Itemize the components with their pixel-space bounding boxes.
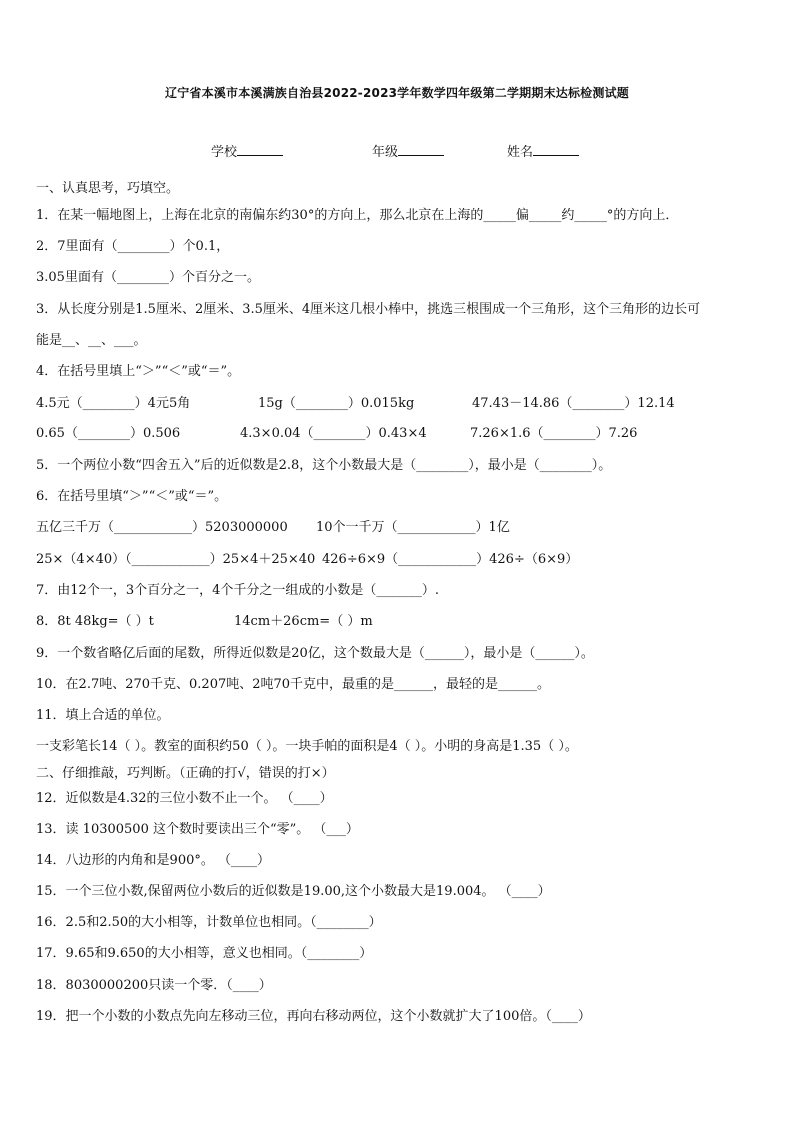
name-field	[507, 141, 579, 160]
school-blank	[237, 142, 283, 156]
question-11: 11．填上合适的单位。	[36, 708, 170, 723]
school-field	[211, 141, 283, 160]
page-title: 辽宁省本溪市本溪满族自治县2022-2023学年数学四年级第二学期期末达标检测试题	[165, 86, 629, 100]
q8-item: 14cm＋26cm=（ ）m	[234, 614, 373, 629]
grade-label: 年级	[372, 145, 399, 160]
question-3a: 3．从长度分别是1.5厘米、2厘米、3.5厘米、4厘米这几根小棒中，挑选三根围成一个三角形，这个三角形的边长可	[36, 302, 701, 317]
question-17: 17．9.65和9.650的大小相等，意义也相同。（________）	[36, 946, 373, 961]
question-7: 7．由12个一，3个百分之一，4个千分之一组成的小数是（_______）.	[36, 583, 439, 598]
question-5: 5．一个两位小数“四舍五入”后的近似数是2.8，这个小数最大是（________），最小是（________）。	[36, 458, 612, 473]
name-label: 姓名	[507, 145, 534, 160]
section1-heading: 一、认真思考，巧填空。	[36, 181, 180, 196]
question-9: 9．一个数省略亿后面的尾数，所得近似数是20亿，这个数最大是（______），最小是（______）。	[36, 646, 594, 661]
question-19: 19．把一个小数的小数点先向左移动三位，再向右移动两位，这个小数就扩大了100倍。（____）	[36, 1009, 591, 1024]
q4-item: 4.5元（________）4元5角	[36, 396, 191, 411]
question-6: 6．在括号里填“＞”“＜”或“＝”。	[36, 489, 228, 504]
grade-field	[372, 141, 444, 160]
q6-item: 25×（4×40）（____________）25×4＋25×40	[36, 552, 316, 567]
question-10: 10．在2.7吨、270千克、0.207吨、2吨70千克中，最重的是______，最轻的是______。	[36, 677, 551, 692]
grade-blank	[398, 142, 444, 156]
question-14: 14．八边形的内角和是900°。 （____）	[36, 853, 270, 868]
question-15: 15．一个三位小数,保留两位小数后的近似数是19.00,这个小数最大是19.004。 （____）	[36, 884, 551, 899]
question-11-line: 一支彩笔长14（ ）。教室的面积约50（ ）。一块手帕的面积是4（ ）。小明的身高是1.35（ ）。	[36, 739, 578, 754]
question-16: 16．2.5和2.50的大小相等，计数单位也相同。（________）	[36, 915, 382, 930]
q4-item: 15g（________）0.015kg	[258, 396, 415, 411]
question-2b: 3.05里面有（________）个百分之一。	[36, 270, 260, 285]
q6-item: 10个一千万（____________）1亿	[316, 520, 510, 535]
q6-item: 五亿三千万（____________）5203000000	[36, 520, 288, 535]
question-4: 4．在括号里填上“＞”“＜”或“＝”。	[36, 364, 241, 379]
q8-item: 8．8t 48kg=（ ）t	[36, 614, 154, 629]
question-18: 18．8030000200只读一个零．（____）	[36, 978, 272, 993]
q6-item: 426÷6×9（____________）426÷（6×9）	[322, 552, 579, 567]
name-blank	[533, 142, 579, 156]
school-label: 学校	[211, 145, 238, 160]
q4-item: 0.65（________）0.506	[36, 426, 181, 441]
question-12: 12．近似数是4.32的三位小数不止一个。 （____）	[36, 791, 333, 806]
q4-item: 47.43－14.86（________）12.14	[472, 396, 675, 411]
question-3b: 能是__、__、___。	[36, 333, 147, 348]
question-1: 1．在某一幅地图上，上海在北京的南偏东约30°的方向上，那么北京在上海的_____偏_____约_____°的方向上．	[36, 208, 679, 223]
question-2a: 2．7里面有（________）个0.1，	[36, 239, 230, 254]
question-13: 13．读 10300500 这个数时要读出三个“零”。 （___）	[36, 822, 359, 837]
q4-item: 7.26×1.6（________）7.26	[470, 426, 638, 441]
q4-item: 4.3×0.04（________）0.43×4	[240, 426, 427, 441]
section2-heading: 二、仔细推敲，巧判断。（正确的打√，错误的打×）	[36, 766, 335, 781]
